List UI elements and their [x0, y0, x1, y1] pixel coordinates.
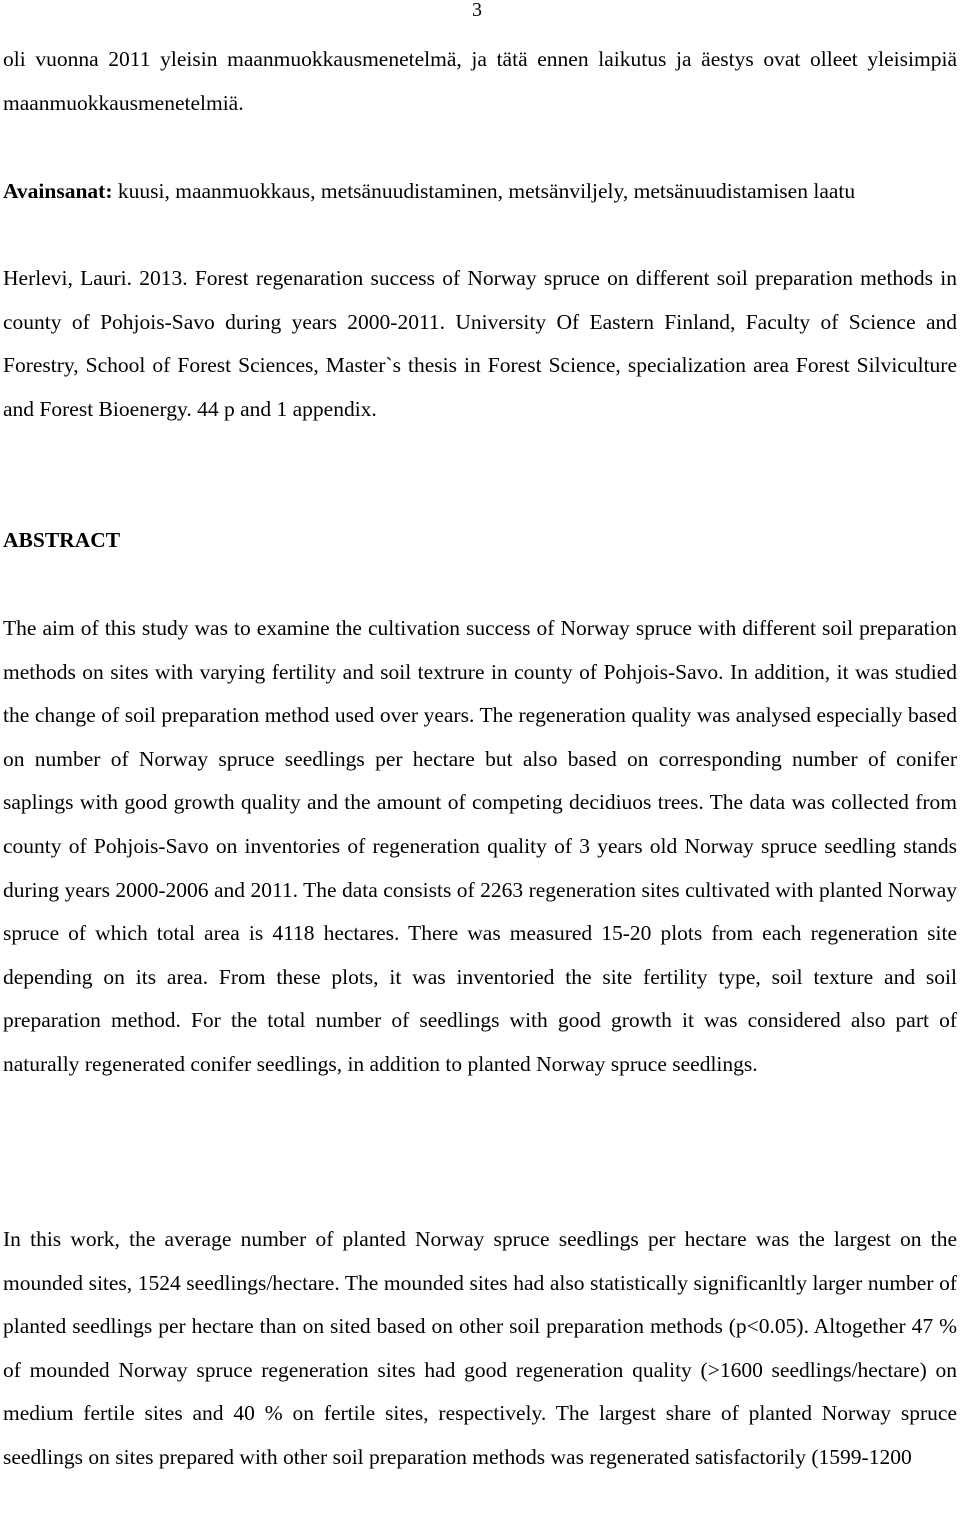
abstract-heading: ABSTRACT — [3, 528, 121, 552]
keywords-label: Avainsanat: — [3, 179, 113, 203]
abstract-paragraph-2: In this work, the average number of planted Norway spruce seedlings per hectare was the largest on the mounded sites, 1524 seedlings/hectare. The mounded sites had also statistically significanltly larger number of planted seedlings per hectare than on sited based on other soil preparation methods (p<0.05). Altogether 47 % of mounded Norway spruce regeneration sites had good regeneration quality (>1600 seedlings/hectare) on medium fertile sites and 40 % on fertile sites, respectively. The largest share of planted Norway spruce seedlings on sites prepared with other soil preparation methods was regenerated satisfactorily (1599-1200 — [3, 1227, 957, 1469]
abstract-paragraph-1: The aim of this study was to examine the cultivation success of Norway spruce with different soil preparation methods on sites with varying fertility and soil textrure in county of Pohjois-Savo. In addition, it was studied the change of soil preparation method used over years. The regeneration quality was analysed especially based on number of Norway spruce seedlings per hectare but also based on corresponding number of conifer saplings with good growth quality and the amount of competing decidiuos trees. The data was collected from county of Pohjois-Savo on inventories of regeneration quality of 3 years old Norway spruce seedling stands during years 2000-2006 and 2011. The data consists of 2263 regeneration sites cultivated with planted Norway spruce of which total area is 4118 hectares. There was measured 15-20 plots from each regeneration site depending on its area. From these plots, it was inventoried the site fertility type, soil texture and soil preparation method. For the total number of seedlings with good growth it was considered also part of naturally regenerated conifer seedlings, in addition to planted Norway spruce seedlings. — [3, 616, 957, 1076]
keywords-text: kuusi, maanmuokkaus, metsänuudistaminen, metsänviljely, metsänuudistamisen laatu — [112, 179, 856, 203]
continuation-paragraph: oli vuonna 2011 yleisin maanmuokkausmenetelmä, ja tätä ennen laikutus ja äestys ovat olleet yleisimpiä maanmuokkausmenetelmiä. — [3, 47, 957, 115]
citation-paragraph: Herlevi, Lauri. 2013. Forest regenaration success of Norway spruce on different soil preparation methods in county of Pohjois-Savo during years 2000-2011. University Of Eastern Finland, Faculty of Science and Forestry, School of Forest Sciences, Master`s thesis in Forest Science, specialization area Forest Silviculture and Forest Bioenergy. 44 p and 1 appendix. — [3, 266, 957, 421]
keywords-paragraph — [3, 170, 957, 214]
page-number: 3 — [472, 0, 482, 21]
